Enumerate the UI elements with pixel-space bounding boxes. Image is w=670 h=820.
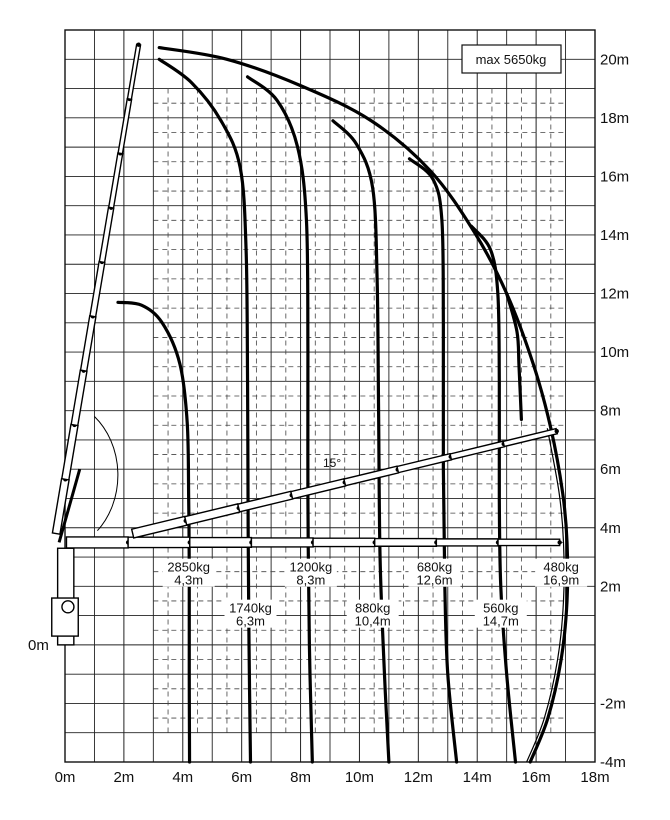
crane-slew-gear: [62, 601, 74, 613]
boom-section: [81, 316, 96, 371]
x-tick-label: 6m: [231, 769, 253, 786]
y-tick-label: 20m: [600, 51, 630, 69]
boom-joint: [136, 42, 140, 46]
x-tick-label: 12m: [403, 769, 433, 786]
y-tick-label: 6m: [600, 461, 621, 479]
x-tick-label: 0m: [54, 769, 76, 786]
boom-section: [71, 370, 87, 425]
capacity-reach-label: 4,3m: [174, 572, 204, 588]
boom-section: [313, 538, 375, 546]
capacity-load-label: 560kg: [483, 600, 519, 616]
boom-section: [291, 479, 346, 499]
x-tick-label: 18m: [580, 769, 610, 786]
boom-15-degrees: [132, 429, 559, 538]
boom-joint: [555, 429, 559, 433]
x-tick-label: 2m: [113, 769, 135, 786]
y-tick-label: -2m: [600, 695, 626, 713]
capacity-curve: [471, 226, 515, 762]
boom-section: [118, 99, 132, 154]
x-tick-label: 16m: [521, 769, 551, 786]
capacity-load-label: 880kg: [354, 600, 391, 616]
boom-joint: [557, 540, 561, 544]
y-tick-label: 14m: [600, 226, 630, 244]
x-tick-label: 8m: [290, 769, 311, 786]
capacity-curve: [333, 121, 389, 762]
y-tick-label: 4m: [600, 519, 621, 537]
capacity-reach-label: 8,3m: [296, 572, 326, 588]
capacity-reach-label: 16,9m: [543, 572, 580, 588]
y-tick-label: 10m: [600, 344, 630, 362]
boom-section: [436, 539, 498, 546]
boom-section: [128, 537, 190, 547]
grid: [65, 30, 595, 762]
boom-section: [66, 537, 128, 548]
boom-section: [90, 261, 105, 316]
boom-section: [62, 424, 78, 480]
max-capacity-box: [462, 45, 561, 73]
boom-section: [132, 516, 187, 538]
capacity-curves: [118, 48, 568, 762]
capacity-load-label: 1740kg: [229, 600, 272, 616]
boom-section: [498, 539, 560, 545]
capacity-reach-label: 14,7m: [482, 613, 519, 629]
y-tick-label: 8m: [600, 402, 621, 420]
boom-horizontal: [66, 537, 561, 548]
y-tick-label: 16m: [600, 168, 630, 186]
x-tick-label: 4m: [172, 769, 194, 786]
rotation-arc: [94, 416, 117, 530]
capacity-reach-label: 10,4m: [354, 613, 391, 629]
y-tick-label: 18m: [600, 109, 630, 127]
max-capacity-label: max 5650kg: [475, 52, 547, 67]
outer-envelope-inner-line: [527, 428, 564, 762]
y-tick-label: 0m: [28, 636, 49, 654]
boom-section: [109, 153, 123, 208]
capacity-load-label: 680kg: [416, 559, 453, 575]
boom-section: [251, 538, 313, 547]
x-tick-label: 10m: [344, 769, 375, 786]
boom-section: [238, 491, 293, 512]
capacity-reach-label: 12,6m: [416, 572, 453, 588]
x-tick-label: 14m: [462, 769, 492, 786]
capacity-load-label: 1200kg: [289, 559, 333, 575]
y-tick-label: -4m: [600, 754, 626, 771]
boom-angle-label: 15°: [323, 456, 342, 470]
capacity-reach-label: 6,3m: [236, 613, 265, 629]
y-tick-label: 2m: [600, 578, 621, 596]
boom-section: [128, 44, 141, 99]
y-tick-label: 12m: [600, 285, 630, 303]
capacity-load-label: 2850kg: [167, 559, 210, 575]
capacity-load-label: 480kg: [543, 559, 579, 575]
boom-section: [375, 539, 437, 547]
boom-section: [52, 479, 69, 535]
boom-section: [190, 538, 252, 548]
